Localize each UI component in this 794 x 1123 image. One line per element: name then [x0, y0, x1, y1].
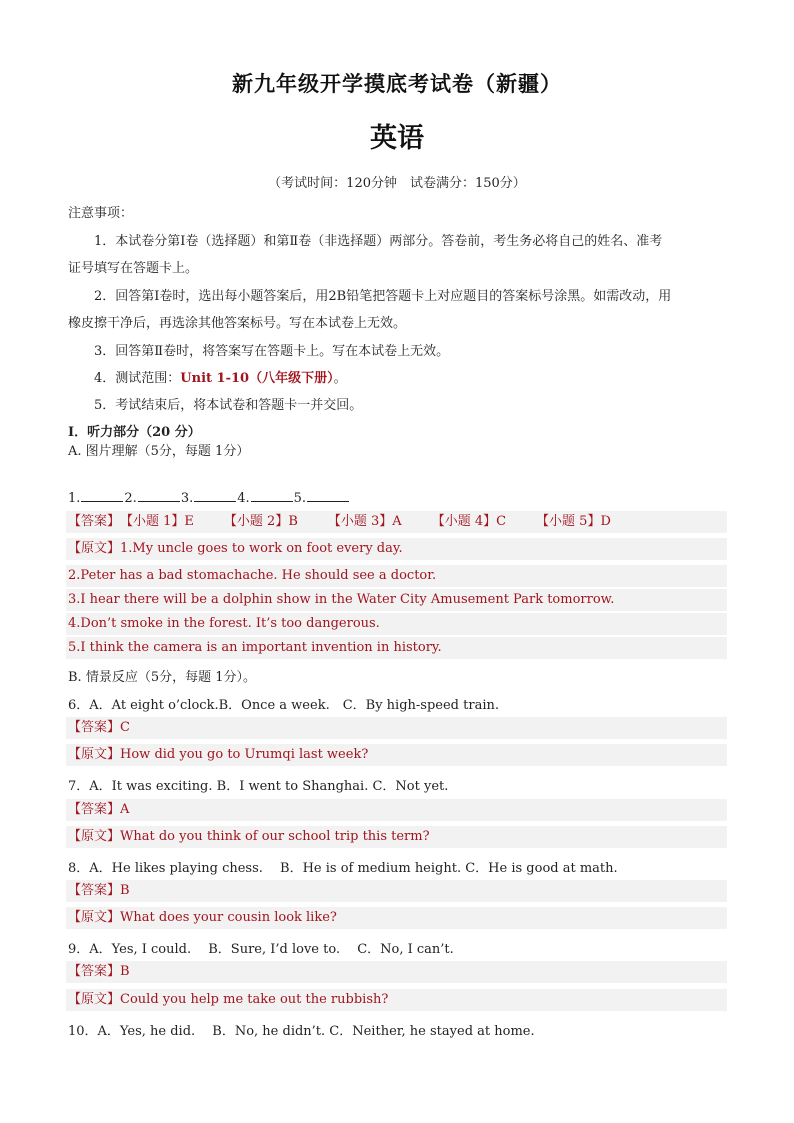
original-band: 【原文】Could you help me take out the rubbish? [66, 989, 727, 1011]
answer-band-part-a [66, 511, 727, 533]
blank-row: 1. 2. 3. 4. 5. [68, 490, 350, 506]
note-item-2-line-2: 橡皮擦干净后，再选涂其他答案标号。写在本试卷上无效。 [68, 316, 407, 331]
note-item-3: 3．回答第Ⅱ卷时，将答案写在答题卡上。写在本试卷上无效。 [94, 344, 450, 359]
answer-blank [307, 490, 349, 502]
answer-band: 【答案】B [66, 961, 727, 983]
question-10: 10．A．Yes, he did. B．No, he didn’t. C．Neither, he stayed at home. [68, 1024, 535, 1039]
answer-item: 【小题 3】A [327, 514, 402, 529]
answer-item: 【小题 1】E [120, 514, 194, 529]
original-band: 【原文】What does your cousin look like? [66, 907, 727, 929]
original-label: 【原文】 [68, 541, 121, 556]
question-6: 6．A．At eight o’clock.B．Once a week. C．By high-speed train. [68, 698, 499, 713]
answer-blank [81, 490, 123, 502]
answer-band: 【答案】C [66, 717, 727, 739]
note-item-4 [94, 367, 347, 386]
note-item-4-suffix: 。 [333, 371, 347, 386]
question-9: 9．A．Yes, I could. B．Sure, I’d love to. C．No, I can’t. [68, 942, 454, 957]
answer-label: 【答案】 [68, 514, 121, 529]
answer-item: 【小题 5】D [536, 514, 611, 529]
answer-blank [138, 490, 180, 502]
question-8: 8．A．He likes playing chess. B．He is of medium height. C．He is good at math. [68, 861, 618, 876]
subject-title: 英语 [370, 123, 424, 154]
note-item-1-line-1: 1．本试卷分第Ⅰ卷（选择题）和第Ⅱ卷（非选择题）两部分。答卷前，考生务必将自己的姓名、准考 [94, 234, 663, 249]
part-a-heading: A. 图片理解（5分，每题 1分） [68, 444, 250, 459]
original-band: 【原文】What do you think of our school trip this term? [66, 826, 727, 848]
question-7: 7．A．It was exciting. B．I went to Shanghai. C．Not yet. [68, 779, 449, 794]
answer-item: 【小题 4】C [431, 514, 507, 529]
answer-item: 【小题 2】B [223, 514, 298, 529]
note-item-1-line-2: 证号填写在答题卡上。 [68, 261, 199, 276]
exam-title: 新九年级开学摸底考试卷（新疆） [232, 72, 562, 96]
section-heading-listening: Ⅰ．听力部分（20 分） [68, 425, 201, 440]
original-band: 【原文】How did you go to Urumqi last week? [66, 744, 727, 766]
answer-band: 【答案】B [66, 880, 727, 902]
note-item-4-prefix: 4．测试范围： [94, 371, 181, 386]
exam-info: （考试时间：120分钟 试卷满分：150分） [268, 176, 526, 191]
answer-blank [194, 490, 236, 502]
answer-band: 【答案】A [66, 799, 727, 821]
test-range: Unit 1-10（八年级下册） [180, 371, 334, 386]
answer-blank [251, 490, 293, 502]
transcript-line: 5.I think the camera is an important invention in history. [66, 637, 727, 659]
transcript-line: 3.I hear there will be a dolphin show in the Water City Amusement Park tomorrow. [66, 589, 727, 611]
transcript-line: 【原文】1.My uncle goes to work on foot every day. [66, 538, 727, 560]
note-item-2-line-1: 2．回答第Ⅰ卷时，选出每小题答案后，用2B铅笔把答题卡上对应题目的答案标号涂黑。如需改动，用 [94, 289, 672, 304]
notes-heading: 注意事项： [68, 206, 134, 221]
transcript-line: 2.Peter has a bad stomachache. He should see a doctor. [66, 565, 727, 587]
note-item-5: 5．考试结束后，将本试卷和答题卡一并交回。 [94, 398, 363, 413]
part-b-heading: B. 情景反应（5分，每题 1分）。 [68, 670, 256, 685]
transcript-line: 4.Don’t smoke in the forest. It’s too dangerous. [66, 613, 727, 635]
